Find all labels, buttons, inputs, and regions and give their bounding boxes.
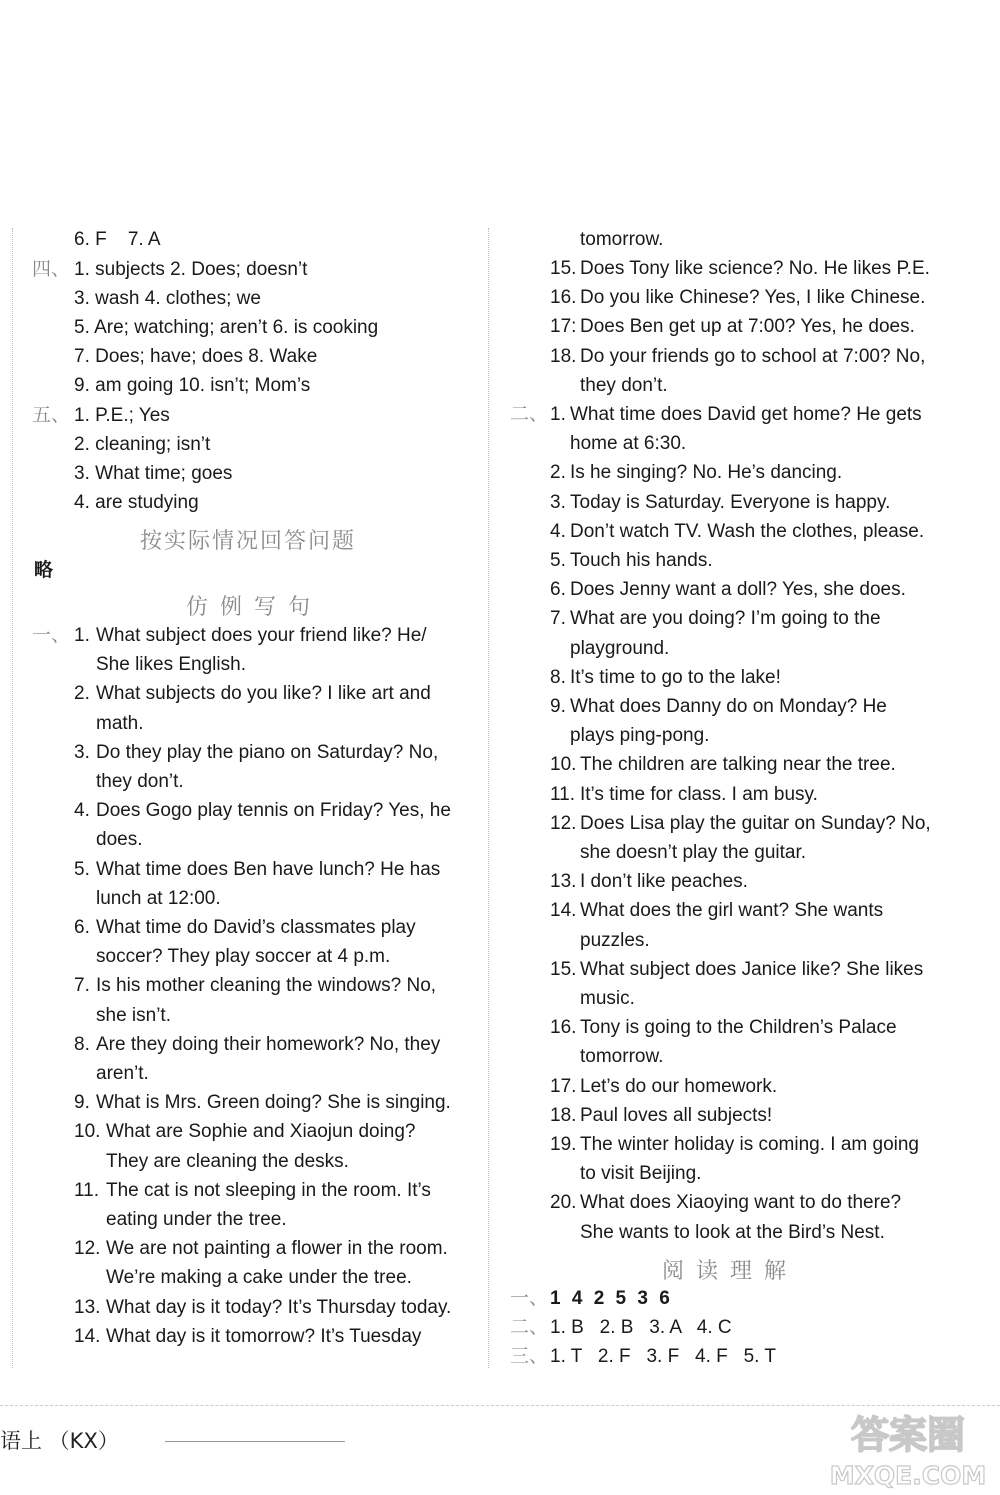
section-label-two: 二、 xyxy=(510,404,549,425)
item-number: 11. xyxy=(550,783,576,805)
item-text-cont: soccer? They play soccer at 4 p.m. xyxy=(96,946,391,968)
item-text: The winter holiday is coming. I am going xyxy=(580,1134,919,1155)
item-number: 19. xyxy=(550,1134,577,1155)
item-text: What day is it tomorrow? It’s Tuesday xyxy=(106,1325,422,1347)
item-text-cont: puzzles. xyxy=(580,929,650,951)
item-text: Does Lisa play the guitar on Sunday? No, xyxy=(580,812,931,834)
continued-line: tomorrow. xyxy=(580,229,664,250)
reading-answer-three: 1. T 2. F 3. F 4. F 5. T xyxy=(550,1346,776,1367)
answer-line: 1. subjects 2. Does; doesn’t xyxy=(74,259,308,280)
item-text-cont: We’re making a cake under the tree. xyxy=(106,1267,412,1289)
item-text: What subject does Janice like? She likes xyxy=(580,958,924,980)
svg-text:答案圈: 答案圈 xyxy=(850,1413,966,1457)
item-text: Is he singing? No. He’s dancing. xyxy=(570,462,843,484)
item-text-cont: they don’t. xyxy=(96,771,184,792)
answer-line: 7. Does; have; does 8. Wake xyxy=(74,346,318,367)
item-text: Are they doing their homework? No, they xyxy=(96,1033,441,1055)
item-text: What time does Ben have lunch? He has xyxy=(96,858,441,880)
reading-answer-two: 1. B 2. B 3. A 4. C xyxy=(550,1317,732,1338)
item-number: 4. xyxy=(550,520,566,542)
item-text-cont: math. xyxy=(96,712,144,734)
item-number: 9. xyxy=(74,1092,90,1114)
item-text: Does Tony like science? No. He likes P.E. xyxy=(580,258,930,279)
item-text-cont: she isn’t. xyxy=(96,1004,171,1026)
item-text: Paul loves all subjects! xyxy=(580,1104,773,1126)
answer-line: 4. are studying xyxy=(74,492,199,513)
item-text: Does Ben get up at 7:00? Yes, he does. xyxy=(580,316,915,338)
item-text: What subjects do you like? I like art and xyxy=(96,683,431,705)
item-text-cont: they don’t. xyxy=(580,374,668,396)
item-text-cont: aren’t. xyxy=(96,1063,149,1084)
item-number: 7. xyxy=(74,975,90,997)
reading-label-two: 二、 xyxy=(510,1317,549,1338)
section-heading-answer: 按实际情况回答问题 xyxy=(140,529,357,554)
item-number: 13. xyxy=(550,871,577,893)
item-text: What is Mrs. Green doing? She is singing. xyxy=(96,1092,451,1114)
item-text: The children are talking near the tree. xyxy=(580,754,896,776)
item-text: Do your friends go to school at 7:00? No, xyxy=(580,345,926,367)
section-heading-reading: 阅读理解 xyxy=(662,1259,799,1284)
answer-line: 3. What time; goes xyxy=(74,463,233,484)
item-text: What day is it today? It’s Thursday today. xyxy=(106,1296,452,1318)
section-heading-imitate: 仿例写句 xyxy=(186,595,323,620)
item-number: 18. xyxy=(550,1104,577,1126)
item-text: Does Gogo play tennis on Friday? Yes, he xyxy=(96,800,451,822)
item-number: 10. xyxy=(74,1121,101,1143)
item-text: Does Jenny want a doll? Yes, she does. xyxy=(570,579,906,601)
item-text-cont: home at 6:30. xyxy=(570,433,687,455)
item-text: The cat is not sleeping in the room. It’s xyxy=(106,1179,431,1201)
footer-book-label: 语上 （KX） xyxy=(0,1429,119,1453)
section-label-five: 五、 xyxy=(32,405,71,426)
item-number: 16. xyxy=(550,1017,577,1039)
item-text: I don’t like peaches. xyxy=(580,871,748,893)
left-margin-dots xyxy=(12,228,13,1368)
item-number: 8. xyxy=(74,1033,90,1055)
answer-line: 3. wash 4. clothes; we xyxy=(74,288,261,309)
item-text: Don’t watch TV. Wash the clothes, please. xyxy=(570,520,925,542)
item-number: 20. xyxy=(550,1192,577,1214)
item-text-cont: eating under the tree. xyxy=(106,1209,287,1230)
item-text: What time does David get home? He gets xyxy=(570,404,922,425)
item-number: 2. xyxy=(74,683,90,705)
item-number: 5. xyxy=(74,858,90,880)
item-number: 9. xyxy=(550,696,566,717)
answer-line: 2. cleaning; isn’t xyxy=(74,434,211,455)
item-text-cont: she doesn’t play the guitar. xyxy=(580,842,807,863)
item-text: What time do David’s classmates play xyxy=(96,917,416,938)
item-text: What subject does your friend like? He/ xyxy=(96,625,427,646)
item-number: 3. xyxy=(550,491,566,513)
item-number: 17. xyxy=(550,1075,577,1097)
item-text: Is his mother cleaning the windows? No, xyxy=(96,975,437,997)
item-text: What are Sophie and Xiaojun doing? xyxy=(106,1121,416,1143)
item-number: 12. xyxy=(74,1238,101,1260)
item-text-cont: music. xyxy=(580,988,635,1009)
item-text: Touch his hands. xyxy=(570,550,713,571)
item-text-cont: lunch at 12:00. xyxy=(96,887,221,909)
item-text-cont: She wants to look at the Bird’s Nest. xyxy=(580,1221,885,1243)
section-label-four: 四、 xyxy=(32,259,71,280)
reading-label-one: 一、 xyxy=(510,1288,549,1309)
section-label-one: 一、 xyxy=(32,625,71,646)
item-number: 15. xyxy=(550,958,577,980)
item-number: 15. xyxy=(550,258,577,279)
footer-divider xyxy=(0,1405,1000,1406)
watermark-logo xyxy=(822,1408,994,1490)
item-number: 10. xyxy=(550,754,577,776)
watermark-graphic xyxy=(822,1408,994,1490)
reading-label-three: 三、 xyxy=(510,1346,549,1367)
item-text: What does Xiaoying want to do there? xyxy=(580,1192,902,1214)
svg-text:MXQE.COM: MXQE.COM xyxy=(829,1461,987,1490)
item-number: 18. xyxy=(550,345,577,367)
item-text: Do they play the piano on Saturday? No, xyxy=(96,741,439,763)
item-text: It’s time for class. I am busy. xyxy=(580,783,818,805)
item-number: 6. xyxy=(74,917,90,938)
item-number: 12. xyxy=(550,812,577,834)
item-number: 13. xyxy=(74,1296,101,1318)
item-number: 8. xyxy=(550,666,566,688)
item-text: What does the girl want? She wants xyxy=(580,900,884,922)
item-text-cont: to visit Beijing. xyxy=(580,1163,702,1185)
item-text-cont: does. xyxy=(96,829,143,851)
item-number: 14. xyxy=(550,900,577,922)
item-text: What are you doing? I’m going to the xyxy=(570,608,881,630)
answer-line: 5. Are; watching; aren’t 6. is cooking xyxy=(74,317,379,338)
item-text: What does Danny do on Monday? He xyxy=(570,696,887,717)
item-text: It’s time to go to the lake! xyxy=(570,666,781,688)
item-text-cont: tomorrow. xyxy=(580,1046,664,1068)
item-number: 6. xyxy=(550,579,566,601)
answer-line: 9. am going 10. isn’t; Mom’s xyxy=(74,375,311,396)
item-number: 14. xyxy=(74,1325,101,1347)
footer-rule xyxy=(165,1441,345,1442)
item-number: 2. xyxy=(550,462,566,484)
item-number: 3. xyxy=(74,741,90,763)
item-number: 1. xyxy=(550,404,566,425)
item-number: 16. xyxy=(550,287,577,309)
item-text: Do you like Chinese? Yes, I like Chinese. xyxy=(580,287,926,309)
item-number: 1. xyxy=(74,625,90,646)
reading-answer-one: 1 4 2 5 3 6 xyxy=(550,1288,673,1309)
item-text: Today is Saturday. Everyone is happy. xyxy=(570,491,891,513)
item-number: 17: xyxy=(550,316,577,338)
item-text: Tony is going to the Children’s Palace xyxy=(580,1017,897,1039)
item-number: 5. xyxy=(550,550,566,571)
column-divider xyxy=(488,228,489,1368)
item-text: We are not painting a flower in the room. xyxy=(106,1238,448,1260)
item-text-cont: plays ping-pong. xyxy=(570,725,710,747)
item-number: 11. xyxy=(74,1179,100,1201)
item-text-cont: She likes English. xyxy=(96,654,246,676)
item-number: 4. xyxy=(74,800,90,822)
answer-line: 6. F 7. A xyxy=(74,229,161,250)
omit-label: 略 xyxy=(34,560,54,581)
item-number: 7. xyxy=(550,608,566,630)
answer-line: 1. P.E.; Yes xyxy=(74,405,170,426)
item-text-cont: They are cleaning the desks. xyxy=(106,1150,349,1172)
item-text-cont: playground. xyxy=(570,637,670,659)
item-text: Let’s do our homework. xyxy=(580,1075,778,1097)
